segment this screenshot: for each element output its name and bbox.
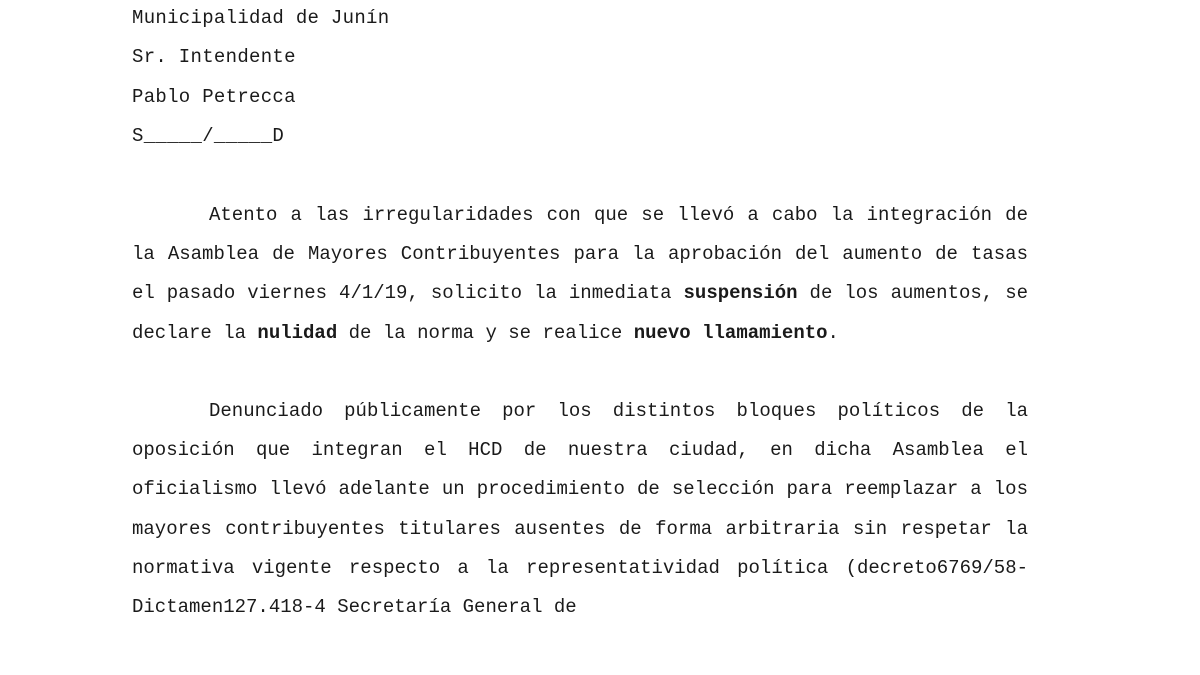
p1-text-g: . xyxy=(827,321,839,344)
p1-text-c: de los aumentos, se declare la xyxy=(132,282,1028,344)
p1-text-a: Atento a las irregularidades con que se llevó a cabo la integración de la Asamblea de Mayores Contribuyentes para la aprobación del aumento de tasas el pasado viernes 4/1/19, solicito la inmediata xyxy=(132,204,1028,305)
recipient-title: Sr. Intendente xyxy=(132,46,296,68)
recipient-name: Pablo Petrecca xyxy=(132,86,296,108)
paragraph-request xyxy=(132,196,1028,353)
salutation-sd: S_____/_____D xyxy=(132,125,285,147)
p1-bold-suspension: suspensión xyxy=(683,282,798,305)
p1-bold-nulidad: nulidad xyxy=(257,321,338,344)
recipient-institution: Municipalidad de Junín xyxy=(132,7,390,29)
p1-text-e: de la norma y se realice xyxy=(337,321,634,344)
p2-text: Denunciado públicamente por los distintos bloques políticos de la oposición que integran el HCD de nuestra ciudad, en dicha Asamblea el oficialismo llevó adelante un procedimiento de selección para reemplazar a los mayores contribuyentes titulares ausentes de forma arbitraria sin respetar la normativa vigente respecto a la representatividad política (decreto6769/58-Dictamen127.418-4 Secretaría General de xyxy=(132,400,1028,619)
p1-bold-llamamiento: nuevo llamamiento xyxy=(633,321,828,344)
paragraph-denunciation xyxy=(132,392,1028,627)
